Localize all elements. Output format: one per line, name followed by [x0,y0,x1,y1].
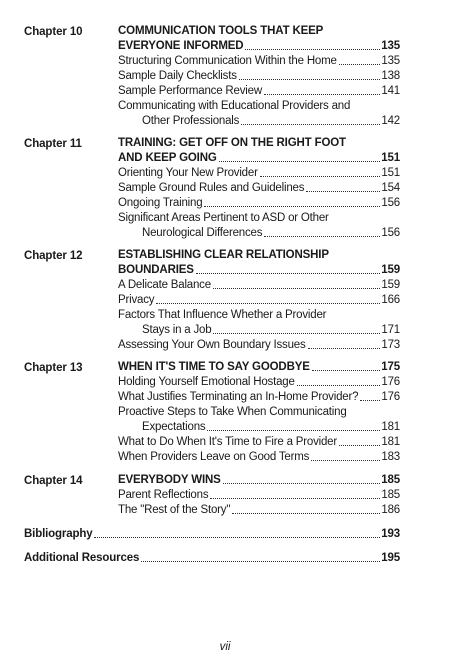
dot-leader [264,236,380,237]
chapter-title-line-text: COMMUNICATION TOOLS THAT KEEP [118,25,324,37]
page-ref: 181 [381,421,400,433]
chapter-title-line-text: WHEN IT'S TIME TO SAY GOODBYE [118,361,310,373]
section-entry-line-text: Other Professionals [142,115,240,127]
chapter-number: Chapter 13 [24,362,83,374]
dot-leader [260,176,381,177]
section-entry-line [118,166,400,181]
section-entry-line [118,278,400,293]
section-entry-line [118,114,400,129]
page-ref: 176 [381,376,400,388]
page-ref: 173 [381,339,400,351]
section-entry-line [118,390,400,405]
chapter-title-line-text: AND KEEP GOING [118,152,217,164]
chapter-title-line [118,39,400,54]
chapter-number: Chapter 14 [24,475,83,487]
page-ref: 166 [381,294,400,306]
dot-leader [196,273,380,274]
page-ref: 176 [381,391,400,403]
section-entry-line [118,226,400,241]
dot-leader [245,49,380,50]
dot-leader [339,64,381,65]
page-ref: 151 [381,152,400,164]
section-entry-line-text: Sample Performance Review [118,85,262,97]
section-entry-line [118,323,400,338]
section-entry-line-text: Sample Ground Rules and Guidelines [118,182,305,194]
dot-leader [311,460,380,461]
section-entry-line [118,375,400,390]
section-entry-line [118,211,400,226]
chapter-entries [118,473,400,518]
section-entry-line [118,293,400,308]
chapter-title-line [118,360,400,375]
dot-leader [223,483,381,484]
dot-leader [306,191,380,192]
back-matter-line-text: Bibliography [24,528,93,540]
dot-leader [156,303,380,304]
chapter-title-line [118,136,400,151]
section-entry-line-text: Parent Reflections [118,489,209,501]
section-entry-line [118,450,400,465]
section-entry-line-text: Expectations [142,421,206,433]
dot-leader [308,348,381,349]
chapter-entries [118,248,400,353]
back-matter-entry [24,551,400,566]
page-ref: 142 [381,115,400,127]
page-ref: 141 [381,85,400,97]
section-entry-line-text: Privacy [118,294,155,306]
section-entry-line-text: A Delicate Balance [118,279,211,291]
dot-leader [204,206,380,207]
chapter-title-line [118,473,400,488]
section-entry-line-text: Structuring Communication Within the Home [118,55,337,67]
section-entry-line [118,503,400,518]
page-ref: 159 [381,279,400,291]
page-ref: 154 [381,182,400,194]
back-matter-entry [24,527,400,542]
page-ref: 151 [381,167,400,179]
page-ref: 135 [381,40,400,52]
page-ref: 135 [381,55,400,67]
page-ref: 138 [381,70,400,82]
section-entry-line [118,420,400,435]
section-entry-line-text: Significant Areas Pertinent to ASD or Other [118,212,329,224]
chapter-title-line-text: TRAINING: GET OFF ON THE RIGHT FOOT [118,137,346,149]
page-ref: 195 [381,552,400,564]
section-entry-line-text: The "Rest of the Story" [118,504,231,516]
section-entry-line-text: Sample Daily Checklists [118,70,237,82]
section-entry-line [118,181,400,196]
chapter-title-line [118,24,400,39]
back-matter-line [24,527,400,542]
chapter-number: Chapter 10 [24,26,83,38]
dot-leader [312,370,380,371]
page-ref: 156 [381,227,400,239]
section-entry-line-text: Orienting Your New Provider [118,167,258,179]
chapter-title-line-text: BOUNDARIES [118,264,194,276]
section-entry-line [118,99,400,114]
page-ref: 185 [381,474,400,486]
section-entry-line [118,308,400,323]
page-ref: 159 [381,264,400,276]
chapter-number: Chapter 11 [24,138,82,150]
section-entry-line-text: When Providers Leave on Good Terms [118,451,310,463]
section-entry-line-text: Proactive Steps to Take When Communicating [118,406,347,418]
dot-leader [339,445,380,446]
page-ref: 186 [381,504,400,516]
page-ref: 181 [381,436,400,448]
section-entry-line [118,338,400,353]
section-entry-line [118,54,400,69]
section-entry-line-text: Holding Yourself Emotional Hostage [118,376,295,388]
chapter-title-line-text: EVERYONE INFORMED [118,40,244,52]
chapter-title-line [118,263,400,278]
section-entry-line [118,196,400,211]
chapter-number: Chapter 12 [24,250,83,262]
section-entry-line-text: Factors That Influence Whether a Provider [118,309,327,321]
section-entry-line-text: Communicating with Educational Providers and [118,100,351,112]
section-entry-line [118,69,400,84]
section-entry-line-text: Neurological Differences [142,227,263,239]
dot-leader [141,561,380,562]
dot-leader [239,79,381,80]
section-entry-line-text: What to Do When It's Time to Fire a Provider [118,436,337,448]
section-entry-line [118,405,400,420]
page-ref: 183 [381,451,400,463]
section-entry-line-text: Ongoing Training [118,197,203,209]
back-matter-line-text: Additional Resources [24,552,140,564]
chapter-title-line-text: ESTABLISHING CLEAR RELATIONSHIP [118,249,329,261]
page-ref: 171 [381,324,400,336]
dot-leader [210,498,380,499]
page-ref: 193 [381,528,400,540]
dot-leader [219,161,381,162]
dot-leader [213,333,380,334]
section-entry-line [118,488,400,503]
section-entry-line [118,84,400,99]
dot-leader [360,400,380,401]
dot-leader [207,430,380,431]
page-ref: 156 [381,197,400,209]
back-matter-line [24,551,400,566]
section-entry-line-text: Stays in a Job [142,324,212,336]
dot-leader [264,94,380,95]
section-entry-line-text: Assessing Your Own Boundary Issues [118,339,306,351]
dot-leader [232,513,380,514]
chapter-entries [118,360,400,465]
chapter-title-line-text: EVERYBODY WINS [118,474,221,486]
chapter-entries [118,24,400,129]
dot-leader [241,124,380,125]
section-entry-line [118,435,400,450]
dot-leader [213,288,380,289]
page-number: vii [219,641,231,653]
section-entry-line-text: What Justifies Terminating an In-Home Provider? [118,391,359,403]
chapter-title-line [118,151,400,166]
page-ref: 185 [381,489,400,501]
dot-leader [297,385,381,386]
page-ref: 175 [381,361,400,373]
dot-leader [94,537,380,538]
chapter-title-line [118,248,400,263]
chapter-entries [118,136,400,241]
